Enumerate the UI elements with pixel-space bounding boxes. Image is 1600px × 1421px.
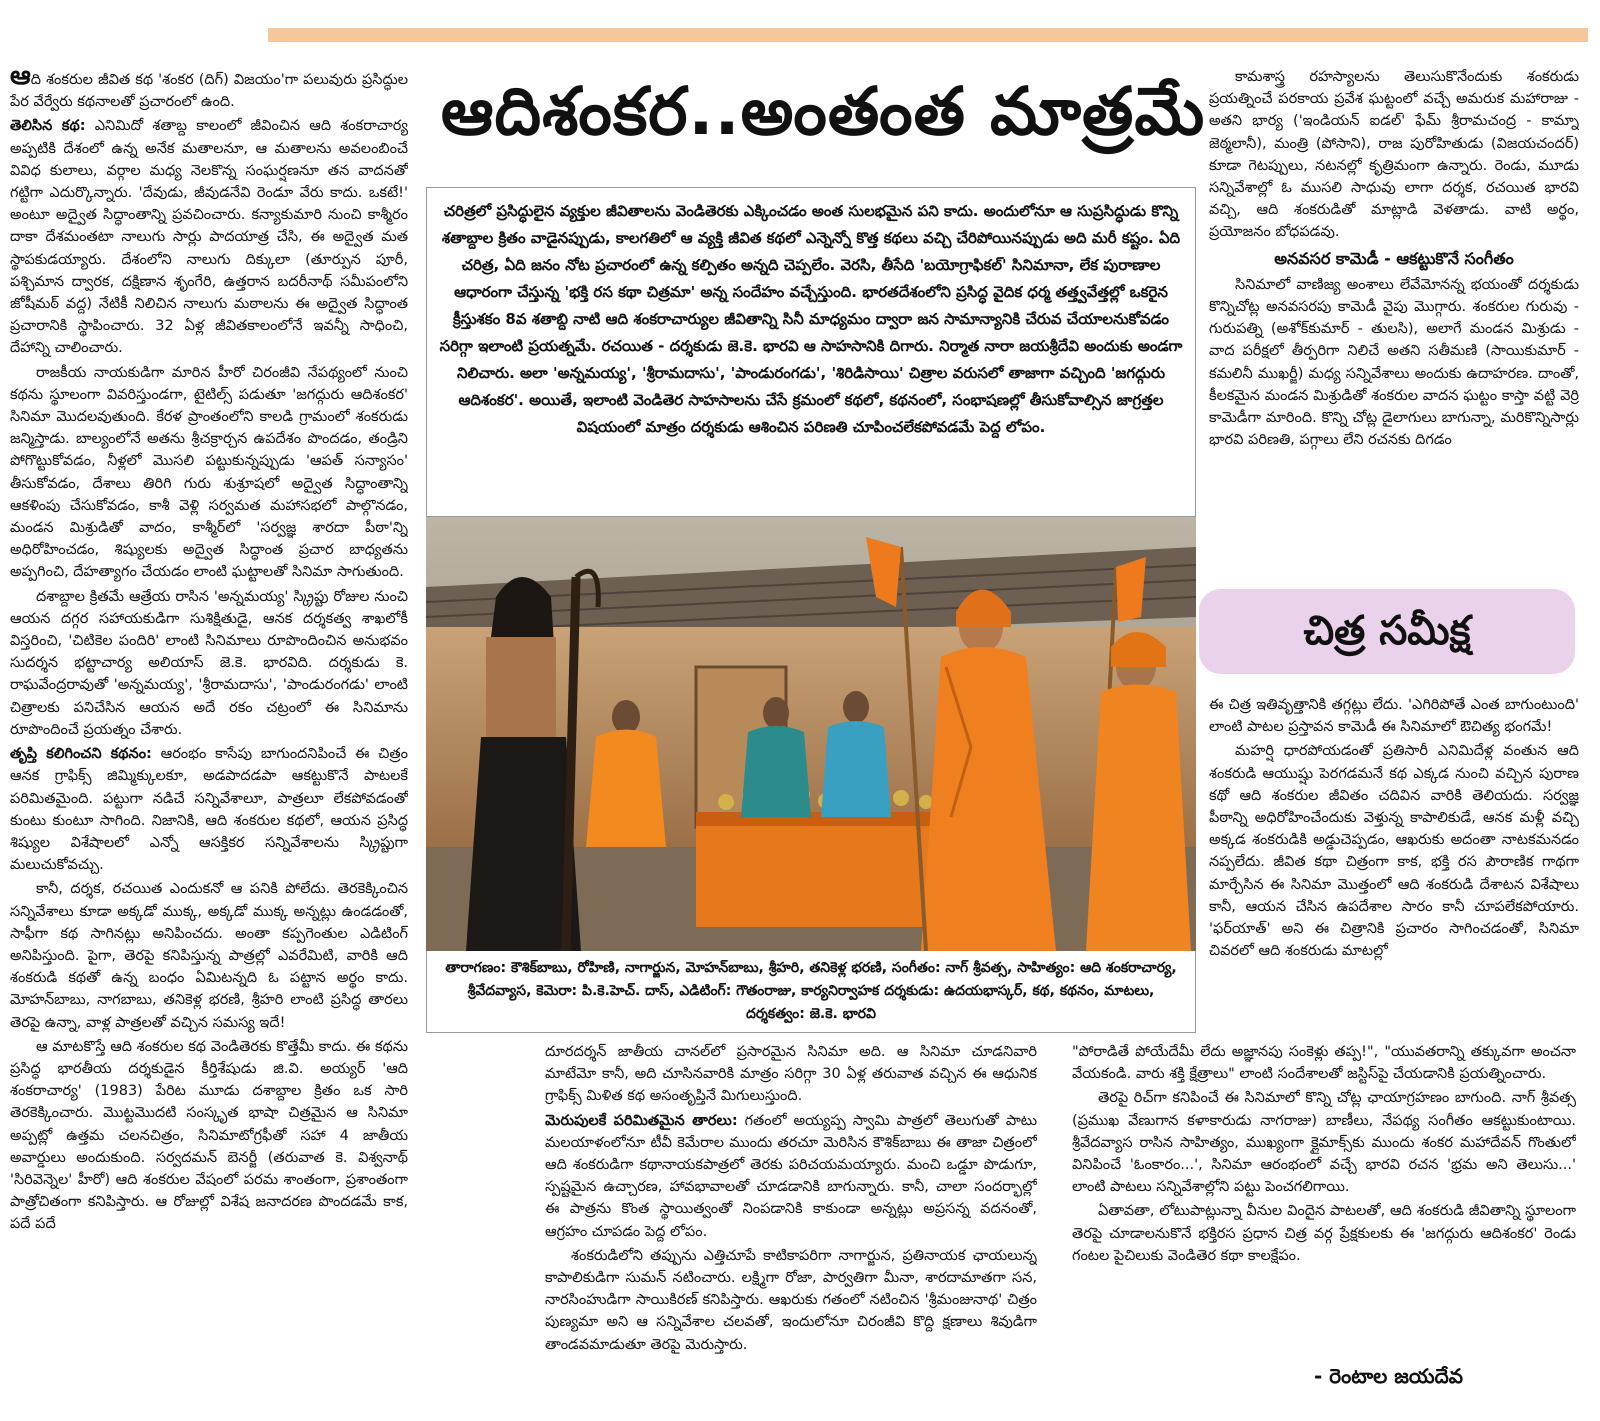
subheading-known-story: తెలిసిన కథ: bbox=[10, 118, 86, 135]
column-2 bbox=[545, 1041, 1037, 1416]
top-color-bar bbox=[268, 28, 1588, 42]
col3-para-3: ఏతావతా, లోటుపాట్లున్నా వీనుల విందైన పాటలతో, ఆది శంకరుడి జీవితాన్ని స్థూలంగా తెరపై చూడాలనుకొనే భక్తిరస ప్రధాన చిత్ర వర్గ ప్రేక్షకులకు ఈ 'జగద్గురు ఆదిశంకర' రెండు గంటల పైచిలుకు వెండితెర కథా కాలక్షేపం. bbox=[1072, 1203, 1576, 1264]
col1-para-3: రాజకీయ నాయకుడిగా మారిన హీరో చిరంజీవి నేపథ్యంలో నుంచి కథను స్థూలంగా వివరిస్తుండగా, టైటిల్స్ పడుతూ 'జగద్గురు ఆదిశంకర' సినిమా మొదలవుతుంది. కేరళ ప్రాంతంలోని కాలడి గ్రామంలో శంకరుడు జన్మిస్తాడు. బాల్యంలోనే అతను శ్రీచక్రార్చన ఉపదేశం పొందడం, తండ్రిని పోగొట్టుకోవడం, నీళ్లలో మొసలి పట్టుకున్నప్పుడు 'ఆపత్ సన్యాసం' తీసుకోవడం, దేశాలు తిరిగి గురు శుశ్రూషలో అద్వైత సిద్ధాంతాన్ని ఆకళింపు చేసుకోవడం, కాశీ వెళ్లి సర్వమత మహాసభలో పాల్గొనడం, మండన మిశ్రుడితో వాదం, కాశ్మీర్‌లో 'సర్వజ్ఞ శారదా పీఠా'న్ని అధిరోహించడం, శిష్యులకు అద్వైత సిద్ధాంత ప్రచార బాధ్యతను అప్పగించి, దేహత్యాగం చేయడం లాంటి ఘట్టాలతో సినిమా సాగుతుంది. bbox=[10, 364, 408, 581]
section-title: చిత్ర సమీక్ష bbox=[1199, 589, 1575, 674]
movie-still-illustration bbox=[426, 517, 1196, 951]
col1-para-4: దశాబ్దాల క్రితమే ఆత్రేయ రాసిన 'అన్నమయ్య' స్క్రిప్టు రోజుల నుంచి ఆయన దగ్గర సహాయకుడిగా సుశిక్షితుడై, ఆనక దర్శకత్వ శాఖలోకీ విస్తరించి, 'చిటికెల పందిరి' లాంటి సినిమాలు రూపొందించిన అనుభవం సుదర్శన భట్టాచార్య అలియాస్ జె.కె. భారవిది. దర్శకుడు కె. రాఘవేంద్రరావుతో 'అన్నమయ్య', 'శ్రీరామదాసు', 'పాండురంగడు' లాంటి చిత్రాలకు పనిచేసిన ఆయన అదే రకం చట్రంలో ఈ సినిమాను రూపొందించే ప్రయత్నం చేశారు. bbox=[10, 588, 408, 738]
right-para-2: సినిమాలో వాణిజ్య అంశాలు లేవేమోనన్న భయంతో దర్శకుడు కొన్నిచోట్ల అనవసరపు కామెడీ వైపు మొగ్గారు. శంకరుల గురువు - గురుపత్ని (అశోక్‌కుమార్ - తులసి), అలాగే మండన మిశ్రుడు - వాద పరీక్షలో తీర్పరిగా నిలిచే అతని సతీమణి (సాయికుమార్ - కమలినీ ముఖర్జీ) మధ్య సన్నివేశాలు అందుకు ఉదాహరణ. దాంతో, కీలకమైన మండన మిశ్రుడితో శంకరుల వాదన ఘట్టం కాస్తా వట్టి వెర్రి కామెడీగా మారింది. కొన్ని చోట్ల డైలాగులు బాగున్నా, మరికొన్నిసార్లు భారవి పరిణతి, పగ్గాలు లేని రచనకు దిగడం bbox=[1209, 276, 1579, 449]
right-column-bottom bbox=[1209, 694, 1579, 1030]
drop-cap: ఆ bbox=[10, 66, 31, 91]
col1-para-5: తృప్తి కలిగించని కథనం: ఆరంభం కాసేపు బాగుందనిపించే ఈ చిత్రం ఆనక గ్రాఫిక్స్ జిమ్మిక్కులకూ, అడపాదడపా ఆకట్టుకొనే పాటలకే పరిమితమైంది. పట్టుగా నడిచే సన్నివేశాలూ, పాత్రలూ లేకపోవడంతో కుంటు కుంటూ సాగింది. నిజానికి, ఆది శంకరుల కథలో, ఆయన ప్రసిద్ధ శిష్యుల విశేషాలలో ఎన్నో ఆసక్తికర సన్నివేశాలను స్క్రిప్టుగా మలుచుకోవచ్చు. bbox=[10, 746, 408, 874]
intro-box: చరిత్రలో ప్రసిద్ధులైన వ్యక్తుల జీవితాలను వెండితెరకు ఎక్కించడం అంత సులభమైన పని కాదు. అందులోనూ ఆ సుప్రసిద్ధుడు కొన్ని శతాబ్దాల క్రితం వాడైనప్పుడు, కాలగతిలో ఆ వ్యక్తి జీవిత కథలో ఎన్నెన్నో కొత్త కథలు వచ్చి చేరిపోయినప్పుడు అది మరీ కష్టం. ఏది చరిత్ర, ఏది జనం నోట ప్రచారంలో ఉన్న కల్పితం అన్నది చెప్పలేం. వెరసి, తీసేది 'బయోగ్రాఫికల్' సినిమానా, లేక పురాణాల ఆధారంగా చేస్తున్న 'భక్తి రస కథా చిత్రమా' అన్న సందేహం వచ్చేస్తుంది. భారతదేశంలోని ప్రసిద్ధ వైదిక ధర్మ తత్త్వవేత్తల్లో ఒకరైన క్రీస్తుశకం 8వ శతాబ్ది నాటి ఆది శంకరాచార్యుల జీవితాన్ని సినీ మాధ్యమం ద్వారా జన సామాన్యానికి చేరువ చేయాలనుకోవడం సరిగ్గా ఇలాంటి ప్రయత్నమే. రచయిత - దర్శకుడు జె.కె. భారవి ఆ సాహసానికి దిగారు. నిర్మాత నారా జయశ్రీదేవి అందుకు అండగా నిలిచారు. అలా 'అన్నమయ్య', 'శ్రీరామదాసు', 'పాండురంగడు', 'శిరిడిసాయి' చిత్రాల వరుసలో తాజాగా వచ్చింది 'జగద్గురు ఆదిశంకర'. అయితే, ఇలాంటి వెండితెర సాహసాలను చేసే క్రమంలో కథలో, కథనంలో, సంభాషణల్లో తీసుకోవాల్సిన జాగ్రత్తల విషయంలో మాత్రం దర్శకుడు ఆశించిన పరిణతి చూపించలేకపోవడమే పెద్ద లోపం. bbox=[426, 187, 1196, 517]
col2-para-3: శంకరుడిలోని తప్పును ఎత్తిచూపే కాటికాపరిగా నాగార్జున, ప్రతినాయక ఛాయలున్న కాపాలికుడిగా సుమన్ నటించారు. లక్ష్మిగా రోజా, పార్వతిగా మీనా, శారదామాతగా సన, నారసింహుడిగా సాయికిరణ్ కనిపిస్తారు. ఆఖరుకు గతంలో నటించిన 'శ్రీమంజునాథ' చిత్రం పుణ్యమా అని ఆ సన్నివేశాల చలవతో, ఇందులోనూ చిరంజీవి కొద్ది క్షణాలు శివుడిగా తాండవమాడుతూ తెరపై మెరుస్తారు. bbox=[545, 1247, 1037, 1353]
col3-para-2: తెరపై రిచ్‌గా కనిపించే ఈ సినిమాలో కొన్ని చోట్ల ఛాయాగ్రహణం బాగుంది. నాగ్ శ్రీవత్స (ప్రముఖ వేణుగాన కళాకారుడు నాగరాజు) బాణీలు, నేపథ్య సంగీతం ఆకట్టుకుంటాయి. శ్రీవేదవ్యాస రాసిన సాహిత్యం, ముఖ్యంగా క్లైమాక్స్‌కు ముందు శంకర మహాదేవన్ గొంతులో వినిపించే 'ఓంకారం...', సినిమా ఆరంభంలో వచ్చే భారవి రచన 'భ్రమ అని తెలుసు...' లాంటి పాటలు సన్నివేశాల్లోని పట్టు పెంచగలిగాయి. bbox=[1072, 1090, 1576, 1196]
author-byline: - రెంటాల జయదేవ bbox=[1314, 1364, 1463, 1388]
col2-para-2: మెరుపులకే పరిమితమైన తారలు: గతంలో అయ్యప్ప స్వామి పాత్రలో తెలుగుతో పాటు మలయాళంలోనూ టీవీ కెమేరాల ముందు తరచూ మెరిసిన కౌశిక్‌బాబు ఈ తాజా చిత్రంలో ఆది శంకరుడిగా కథానాయకపాత్రలో తెరకు పరిచయమయ్యారు. మంచి ఒడ్డూ పొడుగూ, స్పష్టమైన ఉచ్చారణ, హావభావాలతో చూడడానికి బాగున్నారు. కానీ, చాలా సందర్భాల్లో ఈ పాత్రను కొంత స్థాయిత్వంతో నింపడానికి కాకుండా అన్నట్లు అప్రసన్న వదనంతో, ఆగ్రహం చూపడం పెద్ద లోపం. bbox=[545, 1112, 1037, 1240]
subheading-stars: మెరుపులకే పరిమితమైన తారలు: bbox=[545, 1112, 738, 1129]
right-para-1: కామశాస్త్ర రహస్యాలను తెలుసుకొనేందుకు శంకరుడు ప్రయత్నించే పరకాయ ప్రవేశ ఘట్టంలో వచ్చే అమరుక మహారాజు - అతని భార్య ('ఇండియన్ ఐడల్' ఫేమ్ శ్రీరామచంద్ర - కామ్నా జెఠ్మలానీ), మంత్రి (పోసాని), రాజ పురోహితుడు (విజయచందర్) కూడా గెటప్పులు, నటనల్లో కృత్రిమంగా ఉన్నారు. రెండు, మూడు సన్నివేశాల్లో ఓ ముసలి సాధువు లాగా దర్శక, రచయిత భారవి వచ్చి, ఆది శంకరుడితో మాట్లాడి వెళతాడు. వాటి అర్థం, ప్రయోజనం బోధపడవు. bbox=[1209, 69, 1579, 241]
column-3 bbox=[1072, 1041, 1576, 1359]
subheading-unsatisfying: తృప్తి కలిగించని కథనం: bbox=[10, 746, 152, 763]
subheading-comedy-music: అనవసర కామెడీ - ఆకట్టుకొనే సంగీతం bbox=[1274, 248, 1514, 268]
col2-para-1: దూరదర్శన్ జాతీయ చానల్‌లో ప్రసారమైన సినిమా అది. ఆ సినిమా చూడనివారి మాటేమో కానీ, అది చూసినవారికి మాత్రం సరిగ్గా 30 ఏళ్ల తరువాత వచ్చిన ఈ ఆధునిక గ్రాఫిక్స్ మిళిత కథ అసంతృప్తినే మిగులుస్తుంది. bbox=[545, 1044, 1037, 1105]
col1-para-2: తెలిసిన కథ: ఎనిమిదో శతాబ్ద కాలంలో జీవించిన ఆది శంకరాచార్య అప్పటికి దేశంలో ఉన్న అనేక మతాలనూ, ఆ మతాలను అవలంబించే వివిధ కులాలు, వర్గాల మధ్య నెలకొన్న సంఘర్షణనూ తన వాదనతో గట్టిగా ఎదుర్కొన్నారు. 'దేవుడు, జీవుడనేవి రెండూ వేరు కాదు. ఒకటే!' అంటూ అద్వైత సిద్ధాంతాన్ని ప్రవచించారు. కన్యాకుమారి నుంచి కాశ్మీరం దాకా దేశమంతటా నాలుగు సార్లు పాదయాత్ర చేసి, ఈ అద్వైత మత స్థాపకుడయ్యారు. దేశంలోని నాలుగు దిక్కులా (తూర్పున పూరీ, పశ్చిమాన ద్వారక, దక్షిణాన శృంగేరి, ఉత్తరాన బదరీనాథ్ సమీపంలోని జోషీమఠ్ వద్ద) నేటికీ నిలిచిన నాలుగు మఠాలను ఈ అద్వైత సిద్ధాంత ప్రచారానికి స్థాపించారు. 32 ఏళ్ల జీవితకాలంలోనే ఇవన్నీ సాధించి, దేహాన్ని చాలించారు. bbox=[10, 118, 408, 357]
col1-para-1: ఆది శంకరుల జీవిత కథ 'శంకర (దిగ్) విజయం'గా పలువురు ప్రసిద్ధుల పేర వేర్వేరు కథనాలతో ప్రచారంలో ఉంది. bbox=[10, 66, 408, 113]
cast-credits: తారాగణం: కౌశిక్‌బాబు, రోహిణి, నాగార్జున, మోహన్‌బాబు, శ్రీహరి, తనికెళ్ల భరణి, సంగీతం: నాగ్ శ్రీవత్స, సాహిత్యం: ఆది శంకరాచార్య, శ్రీవేదవ్యాస, కెమెరా: పి.కె.హెచ్. దాస్, ఎడిటింగ్: గౌతంరాజు, కార్యనిర్వాహక దర్శకుడు: ఉదయభాస్కర్, కథ, కథనం, మాటలు, దర్శకత్వం: జె.కె. భారవి bbox=[426, 951, 1196, 1033]
right-para-4: మహర్షి ధారపోయడంతో ప్రతిసారీ ఎనిమిదేళ్ల వంతున ఆది శంకరుడి ఆయుష్షు పెరగడమనే కథ ఎక్కడ నుంచి వచ్చిన పురాణ కథో ఆది శంకరుల జీవితం చదివిన వారికి తెలియదు. సర్వజ్ఞ పీఠాన్ని అధిరోహించేందుకు వెళ్తున్న కాపాలికుడే, ఆనక మళ్లీ వచ్చి అక్కడ శంకరుడికి అడ్డుచెప్పడం, ఆఖరుకు అదంతా నాటకమనడం నప్పలేదు. జీవిత కథా చిత్రంగా కాక, భక్తి రస పౌరాణిక గాథగా మార్చేసిన ఈ సినిమా మొత్తంలో ఆది శంకరుడి దేశాటన విశేషాలు కానీ, ఆయన చేసిన ఉపదేశాల సారం కానీ చూపలేకపోయారు. 'ఫర్‌యాత్' అని ఈ చిత్రానికి ప్రచారం సాగించడంతో, సినిమా చివరలో ఆది శంకరుడు మాటల్లో bbox=[1209, 743, 1579, 960]
col3-para-1: "పోరాడితే పోయేదేమీ లేదు అజ్ఞానపు సంకెళ్లు తప్ప!", "యువతరాన్ని తక్కువగా అంచనా వేయకండి. వారు శక్తి క్షేత్రాలు" లాంటి సందేశాలతో జస్టిస్‌పై చేయడానికి ప్రయత్నించారు. bbox=[1072, 1044, 1576, 1083]
col1-para-6: కానీ, దర్శక, రచయిత ఎందుకనో ఆ పనికి పోలేదు. తెరకెక్కించిన సన్నివేశాలు కూడా అక్కడో ముక్క, అక్కడో ముక్క అన్నట్లు ఉండడంతో, సాఫీగా కథ సాగినట్లు అనిపించదు. అంతా కప్పగెంతుల ఎడిటింగ్ అనిపిస్తుంది. పైగా, తెరపై కనిపిస్తున్న పాత్రల్లో ఎవరేమిటి, వారికి ఆది శంకరుడి కథతో ఉన్న బంధం ఏమిటన్నది ఓ పట్టాన అర్థం కాదు. మోహన్‌బాబు, నాగబాబు, తనికెళ్ల భరణి, శ్రీహరి లాంటి ప్రసిద్ధ తారలు తెరపై ఉన్నా, వాళ్ల పాత్రలతో వచ్చిన సమస్య ఇదే! bbox=[10, 881, 408, 1031]
headline: ఆదిశంకర..అంతంత మాత్రమే bbox=[440, 73, 1206, 150]
right-column-top bbox=[1209, 66, 1579, 582]
col1-para-7: ఆ మాటకొస్తే ఆది శంకరుల కథ వెండితెరకు కొత్తేమీ కాదు. ఈ కథను ప్రసిద్ధ భారతీయ దర్శకుడైన కీర్తిశేషుడు జి.వి. అయ్యర్ 'ఆది శంకరాచార్య' (1983) పేరిట మూడు దశాబ్దాల క్రితం ఒక సారి తెరకెక్కించారు. మొట్టమొదటి సంస్కృత భాషా చిత్రమైన ఆ సినిమా అప్పట్లో ఉత్తమ చలనచిత్రం, సినిమాటోగ్రఫీతో సహా 4 జాతీయ అవార్డులు అందుకుంది. సర్వదమన్ బెనర్జీ (తరువాత కె. విశ్వనాథ్ 'సిరివెన్నెల' హీరో) ఆది శంకరుల వేషంలో పరమ శాంతంగా, ప్రశాంతంగా పాత్రోచితంగా కనిపిస్తారు. ఆ రోజుల్లో విశేష జనాదరణ పొందడమే కాక, పదే పదే bbox=[10, 1038, 408, 1233]
column-1 bbox=[10, 66, 408, 1416]
movie-still-photo bbox=[426, 517, 1196, 951]
right-para-3: ఈ చిత్ర ఇతివృత్తానికి తగ్గట్లు లేదు. 'ఎగిరిపోతే ఎంత బాగుంటుంది' లాంటి పాటల ప్రస్తావన కామెడీ ఈ సినిమాలో ఔచిత్య భంగమే! bbox=[1209, 697, 1579, 736]
